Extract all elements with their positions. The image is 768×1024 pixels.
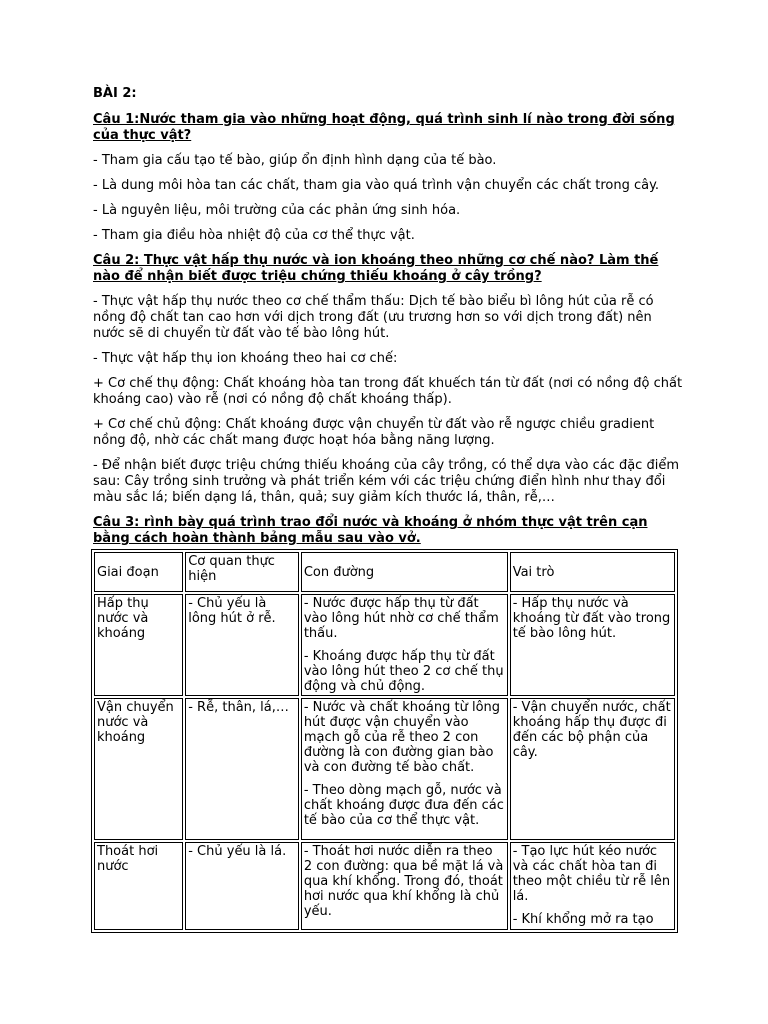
exchange-table <box>91 549 678 933</box>
cell-paragraph: - Nước được hấp thụ từ đất vào lông hút nhờ cơ chế thẩm thấu. <box>303 596 499 641</box>
table-row <box>94 594 675 696</box>
answer-paragraph: - Để nhận biết được triệu chứng thiếu khoáng của cây trồng, có thể dựa vào các đặc điểm sau: Cây trồng sinh trưởng và phát triển kém với các triệu chứng điển hình như thay đổi màu sắc lá; biến dạng lá, thân, quả; suy giảm kích thước lá, thân, rễ,… <box>93 458 679 505</box>
table-header-cell: Con đường <box>301 552 508 592</box>
answer-paragraph: - Là nguyên liệu, môi trường của các phản ứng sinh hóa. <box>93 203 461 218</box>
table-header-cell: Giai đoạn <box>94 552 183 592</box>
answer-paragraph: - Là dung môi hòa tan các chất, tham gia vào quá trình vận chuyển các chất trong cây. <box>93 178 660 193</box>
question-3-heading: Câu 3: rình bày quá trình trao đổi nước và khoáng ở nhóm thực vật trên cạn bằng cách hoàn thành bảng mẫu sau vào vở. <box>93 515 648 546</box>
table-cell-role <box>510 698 675 840</box>
table-cell-organ: - Rễ, thân, lá,… <box>185 698 299 840</box>
answer-paragraph: - Thực vật hấp thụ nước theo cơ chế thẩm thấu: Dịch tế bào biểu bì lông hút của rễ có nồng độ chất tan cao hơn với dịch trong đất (ưu trương hơn so với dịch trong đất) nên nước sẽ di chuyển từ đất vào tế bào lông hút. <box>93 294 654 341</box>
document-body <box>93 86 683 556</box>
table-header-cell: Vai trò <box>510 552 675 592</box>
table-header-row <box>94 552 675 592</box>
table-cell-stage: Vận chuyển nước và khoáng <box>94 698 183 840</box>
table-cell-path <box>301 594 508 696</box>
table-row <box>94 698 675 840</box>
answer-paragraph: - Tham gia cấu tạo tế bào, giúp ổn định hình dạng của tế bào. <box>93 153 497 168</box>
table-cell-role <box>510 842 675 930</box>
cell-paragraph: - Khoáng được hấp thụ từ đất vào lông hút theo 2 cơ chế thụ động và chủ động. <box>303 649 504 694</box>
cell-paragraph: - Hấp thụ nước và khoáng từ đất vào trong tế bào lông hút. <box>512 596 671 641</box>
table-cell-organ: - Chủ yếu là lông hút ở rễ. <box>185 594 299 696</box>
question-1-heading: Câu 1:Nước tham gia vào những hoạt động, quá trình sinh lí nào trong đời sống của thực vật? <box>93 112 675 143</box>
table-cell-path <box>301 698 508 840</box>
table-cell-role <box>510 594 675 696</box>
answer-paragraph: - Thực vật hấp thụ ion khoáng theo hai cơ chế: <box>93 351 398 366</box>
cell-paragraph: - Tạo lực hút kéo nước và các chất hòa tan đi theo một chiều từ rễ lên lá. <box>512 844 671 904</box>
table-row <box>94 842 675 930</box>
cell-paragraph: - Thoát hơi nước diễn ra theo 2 con đường: qua bề mặt lá và qua khí khổng. Trong đó, thoát hơi nước qua khí khổng là chủ yếu. <box>303 844 504 919</box>
cell-paragraph: - Theo dòng mạch gỗ, nước và chất khoáng được đưa đến các tế bào của cơ thể thực vật. <box>303 783 504 828</box>
cell-paragraph: - Vận chuyển nước, chất khoáng hấp thụ được đi đến các bộ phận của cây. <box>512 700 671 760</box>
cell-paragraph: - Nước và chất khoáng từ lông hút được vận chuyển vào mạch gỗ của rễ theo 2 con đường là con đường gian bào và con đường tế bào chất. <box>303 700 501 775</box>
table-cell-stage: Thoát hơi nước <box>94 842 183 930</box>
document-title: BÀI 2: <box>93 86 137 101</box>
answer-paragraph: + Cơ chế chủ động: Chất khoáng được vận chuyển từ đất vào rễ ngược chiều gradient nồng độ, nhờ các chất mang được hoạt hóa bằng năng lượng. <box>93 417 655 448</box>
table-cell-stage: Hấp thụ nước và khoáng <box>94 594 183 696</box>
table-cell-organ: - Chủ yếu là lá. <box>185 842 299 930</box>
cell-paragraph: - Khí khổng mở ra tạo <box>512 912 654 927</box>
answer-paragraph: - Tham gia điều hòa nhiệt độ của cơ thể thực vật. <box>93 228 415 243</box>
answer-paragraph: + Cơ chế thụ động: Chất khoáng hòa tan trong đất khuếch tán từ đất (nơi có nồng độ chất khoáng cao) vào rễ (nơi có nồng độ chất khoáng thấp). <box>93 376 683 407</box>
table-cell-path <box>301 842 508 930</box>
question-2-heading: Câu 2: Thực vật hấp thụ nước và ion khoáng theo những cơ chế nào? Làm thế nào để nhận biết được triệu chứng thiếu khoáng ở cây trồng? <box>93 253 659 284</box>
table-header-cell: Cơ quan thực hiện <box>185 552 299 592</box>
